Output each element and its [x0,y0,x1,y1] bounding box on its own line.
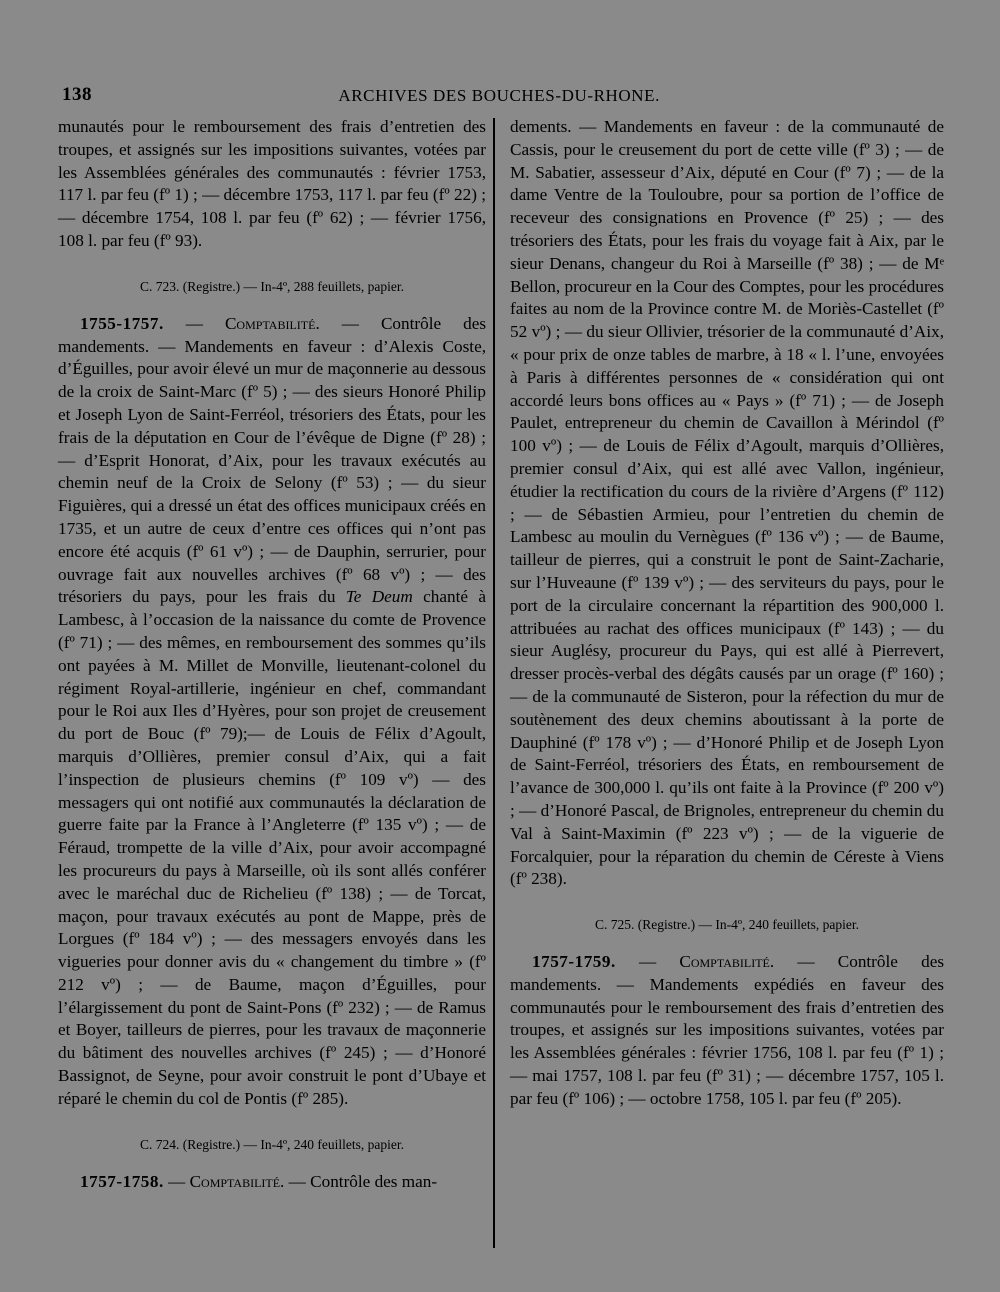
entry-c724: 1757-1758. — Comptabilité. — Contrôle des man- [80,1171,438,1191]
entry-text: — Contrôle des mandements. — Mandements expédiés en faveur des communautés pour le remboursement des frais d’entretien des troupes, et assignés sur les impositions suivantes, votées par les Assemblées générales : février 1756, 108 l. par feu (fº 1) ; — mai 1757, 108 l. par feu (fº 31) ; — décembre 1757, 105 l. par feu (fº 106) ; — octobre 1758, 105 l. par feu (fº 205). [510,952,945,1108]
continued-paragraph: munautés pour le remboursement des frais d’entretien des troupes, et assignés sur les impositions suivantes, votées par les Assemblées générales des communautés : février 1753, 117 l. par feu (fº 1) ; — décembre 1753, 117 l. par feu (fº 22) ; — décembre 1754, 108 l. par feu (fº 62) ; — février 1756, 108 l. par feu (fº 93). [58,117,486,250]
left-column [58,116,486,1193]
entry-italic-text: Te Deum [345,587,413,607]
entry-rubric: Comptabilité. [224,313,320,333]
column-divider [493,118,495,1248]
entry-rubric: Comptabilité. [679,952,775,972]
entry-c723: 1755-1757. — Comptabilité. — Contrôle des mandements. — Mandements en faveur : d’Alexis Coste, d’Éguilles, pour avoir élevé un mur de maçonnerie au dessous de la croix de Saint-Marc (fº 5) ; — des sieurs Honoré Philip et Joseph Lyon de Saint-Ferréol, trésoriers des États, pour les frais de la députation en Cour de l’évêque de Digne (fº 28) ; — d’Esprit Honorat, d’Aix, pour les travaux exécutés au chemin neuf de la Croix de Selony (fº 53) ; — du sieur Figuières, qui a dressé un état des offices municipaux créés en 1735, et un autre de ceux d’entre ces offices qui n’ont pas encore été acquis (fº 61 vº) ; — de Dauphin, serrurier, pour ouvrage fait aux nouvelles archives (fº 68 vº) ; — des trésoriers du pays, pour les frais du Te Deum chanté à Lambesc, à l’occasion de la naissance du comte de Provence (fº 71) ; — des mêmes, en remboursement des sommes qu’ils ont payées à M. Millet de Monville, lieutenant-colonel du régiment Royal-artillerie, ingénieur en chef, commandant pour le Roi aux Iles d’Hyères, pour son projet de creusement du port de Bouc (fº 79);— de Louis de Félix d’Agoult, marquis d’Ollières, premier consul d’Aix, qui a fait l’inspection de plusieurs chemins (fº 109 vº) — des messagers qui ont notifié aux communautés la déclaration de guerre faite par la France à l’Angleterre (fº 135 vº) ; — de Féraud, trompette de la ville d’Aix, pour avoir accompagné les procureurs du pays à Marseille, où ils sont allés conférer avec le maréchal duc de Richelieu (fº 138) ; — de Torcat, maçon, pour travaux exécutés au pont de Mappe, près de Lorgues (fº 184 vº) ; — des messagers envoyés dans les vigueries pour donner avis du « changement du timbre » (fº 212 vº) ; — de Baume, maçon d’Éguilles, pour l’élargissement du pont de Saint-Pons (fº 232) ; — de Ramus et Boyer, tailleurs de pierres, pour les travaux de maçonnerie du bâtiment des nouvelles archives (fº 245) ; — d’Honoré Bassignot, de Seyne, pour avoir construit le pont d’Ubaye et réparé le chemin du col de Pontis (fº 285). [58,313,487,1108]
citation-c724: C. 724. (Registre.) — In-4º, 240 feuillets, papier. [139,1136,404,1152]
page-number: 138 [62,84,92,105]
right-column [510,116,944,1111]
entry-text: chanté à Lambesc, à l’occasion de la naissance du comte de Provence (fº 71) ; — des mêmes, en remboursement des sommes qu’ils ont payées à M. Millet de Monville, lieutenant-colonel du régiment Royal-artillerie, ingénieur en chef, commandant pour le Roi aux Iles d’Hyères, pour son projet de creusement du port de Bouc (fº 79);— de Louis de Félix d’Agoult, marquis d’Ollières, premier consul d’Aix, qui a fait l’inspection de plusieurs chemins (fº 109 vº) — des messagers qui ont notifié aux communautés la déclaration de guerre faite par la France à l’Angleterre (fº 135 vº) ; — de Féraud, trompette de la ville d’Aix, pour avoir accompagné les procureurs du pays à Marseille, où ils sont allés conférer avec le maréchal duc de Richelieu (fº 138) ; — de Torcat, maçon, pour travaux exécutés au pont de Mappe, près de Lorgues (fº 184 vº) ; — des messagers envoyés dans les vigueries pour donner avis du « changement du timbre » (fº 212 vº) ; — de Baume, maçon d’Éguilles, pour l’élargissement du pont de Saint-Pons (fº 232) ; — de Ramus et Boyer, tailleurs de pierres, pour les travaux de maçonnerie du bâtiment des nouvelles archives (fº 245) ; — d’Honoré Bassignot, de Seyne, pour avoir construit le pont d’Ubaye et réparé le chemin du col de Pontis (fº 285). [58,587,486,1108]
citation-c725: C. 725. (Registre.) — In-4º, 240 feuillets, papier. [594,917,859,933]
entry-text: — Contrôle des man- [288,1171,438,1191]
continued-paragraph: dements. — Mandements en faveur : de la communauté de Cassis, pour le creusement du port de cette ville (fº 3) ; — de M. Sabatier, assesseur d’Aix, député en Cour (fº 7) ; — de la dame Ventre de la Touloubre, pour sa portion de l’office de receveur des consignations en Provence (fº 25) ; — des trésoriers des États, pour les frais du voyage fait à Aix, par le sieur Denans, changeur du Roi à Marseille (fº 38) ; — de Mᵉ Bellon, procureur en la Cour des Comptes, pour les procédures faites au nom de la Province contre M. de Moriès-Castellet (fº 52 vº) ; — du sieur Ollivier, trésorier de la communauté d’Aix, « pour prix de onze tables de marbre, à 18 « l. l’une, envoyées à Paris à différentes personnes de « considération qui ont accordé leurs bons offices au « Pays » (fº 71) ; — de Joseph Paulet, entrepreneur du chemin de Cavaillon à Mérindol (fº 100 vº) ; — de Louis de Félix d’Agoult, marquis d’Ollières, premier consul d’Aix, qui est allé avec Vallon, ingénieur, étudier la rectification du cours de la rivière d’Argens (fº 112) ; — de Sébastien Armieu, pour l’entretien du chemin de Lambesc au moulin du Vernègues (fº 136 vº) ; — de Baume, tailleur de pierres, qui a construit le pont de Saint-Zacharie, sur l’Huveaune (fº 139 vº) ; — des serviteurs du pays, pour le port de la circulaire concernant la répartition des 900,000 l. attribuées au rachat des offices municipaux (fº 143) ; — du sieur Auglésy, procureur du Pays, qui est allé à Pierrevert, dresser procès-verbal des dégâts causés par un orage (fº 160) ; — de la communauté de Sisteron, pour la réfection du mur de soutènement des deux chemins aboutissant à la porte de Dauphiné (fº 178 vº) ; — d’Honoré Philip et de Joseph Lyon de Saint-Ferréol, trésoriers des États, en remboursement de l’avance de 300,000 l. qu’ils ont faite à la Province (fº 200 vº) ; — d’Honoré Pascal, de Brignoles, entrepreneur du chemin du Val à Saint-Maximin (fº 223 vº) ; — de la viguerie de Forcalquier, pour la réparation du chemin de Céreste à Viens (fº 238). [510,117,944,889]
entry-rubric: Comptabilité. [189,1171,285,1191]
page-header [52,84,660,112]
running-title: ARCHIVES DES BOUCHES-DU-RHONE. [338,86,660,105]
entry-date: 1755-1757. [80,313,164,333]
citation-c723: C. 723. (Registre.) — In-4º, 288 feuillets, papier. [139,278,404,294]
entry-date: 1757-1758. [80,1171,164,1191]
entry-text: — Contrôle des mandements. — Mandements en faveur : d’Alexis Coste, d’Éguilles, pour avoir élevé un mur de maçonnerie au dessous de la croix de Saint-Marc (fº 5) ; — des sieurs Honoré Philip et Joseph Lyon de Saint-Ferréol, trésoriers des États, pour les frais de la députation en Cour de l’évêque de Digne (fº 28) ; — d’Esprit Honorat, d’Aix, pour les travaux exécutés au chemin neuf de la Croix de Selony (fº 53) ; — du sieur Figuières, qui a dressé un état des offices municipaux créés en 1735, et un autre de ceux d’entre ces offices qui n’ont pas encore été acquis (fº 61 vº) ; — de Dauphin, serrurier, pour ouvrage fait aux nouvelles archives (fº 68 vº) ; — des trésoriers du pays, pour les frais du [58,313,487,607]
entry-c725: 1757-1759. — Comptabilité. — Contrôle des mandements. — Mandements expédiés en faveur des communautés pour le remboursement des frais d’entretien des troupes, et assignés sur les impositions suivantes, votées par les Assemblées générales : février 1756, 108 l. par feu (fº 1) ; — mai 1757, 108 l. par feu (fº 31) ; — décembre 1757, 105 l. par feu (fº 106) ; — octobre 1758, 105 l. par feu (fº 205). [510,952,945,1108]
entry-date: 1757-1759. [532,952,616,972]
